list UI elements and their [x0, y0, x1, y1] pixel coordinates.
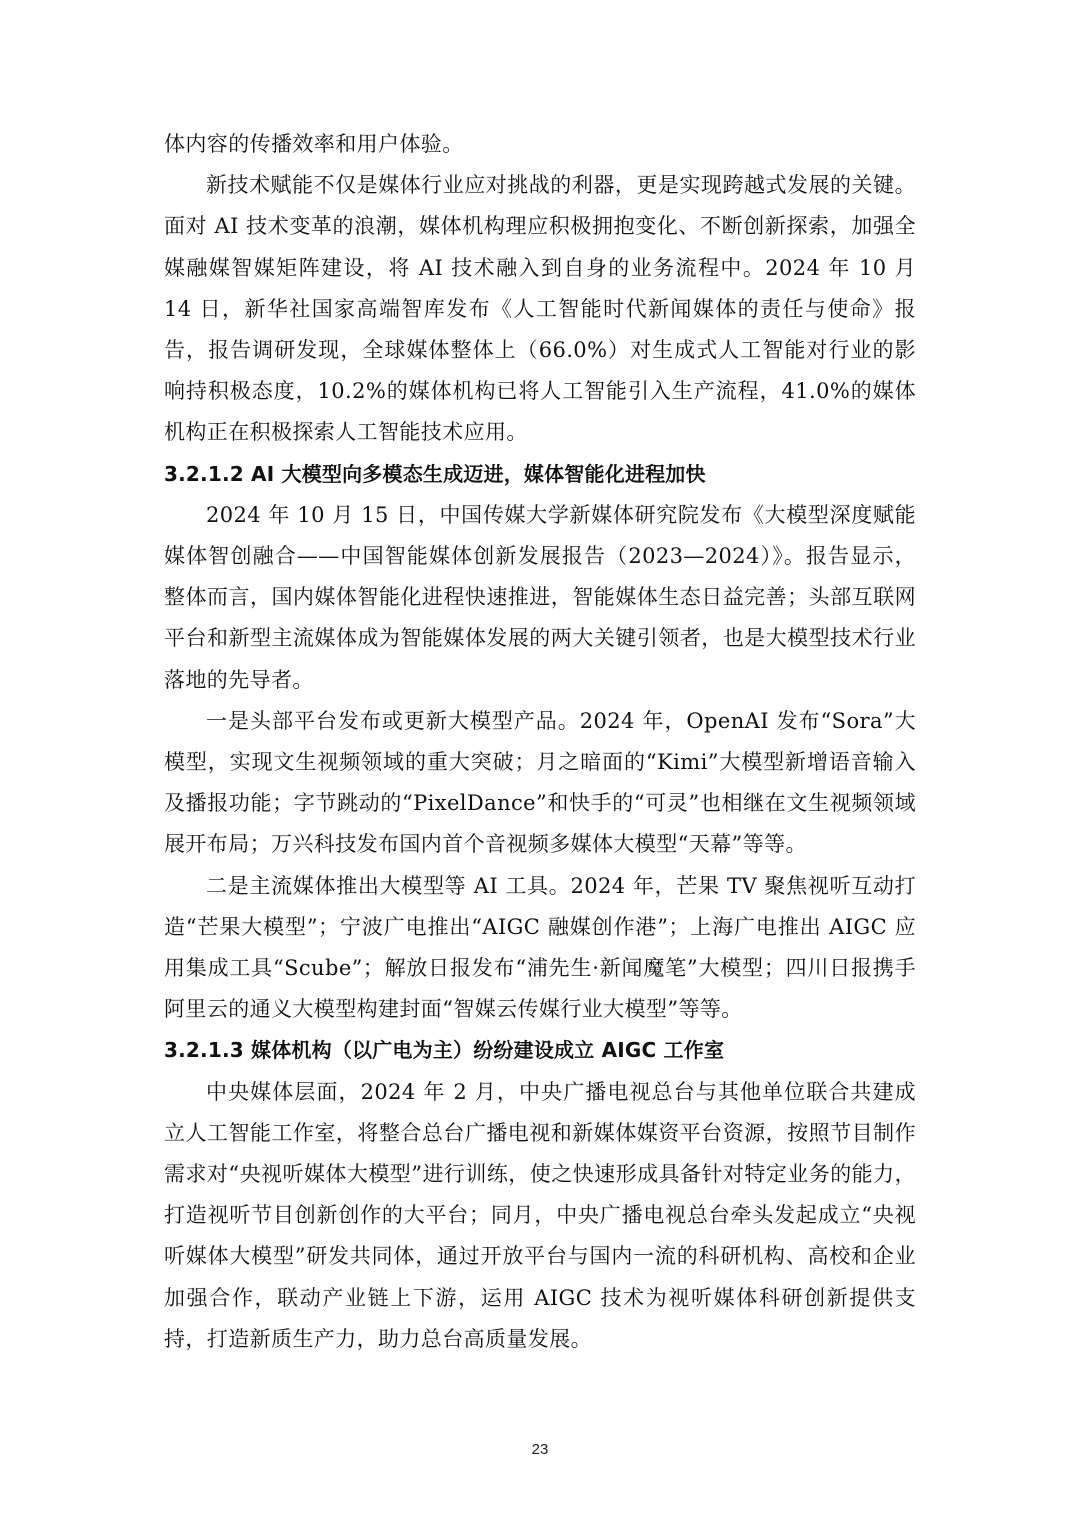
paragraph-central-media: 中央媒体层面，2024 年 2 月，中央广播电视总台与其他单位联合共建成立人工智能工作室，将整合总台广播电视和新媒体媒资平台资源，按照节目制作需求对“央视听媒体大模型”进行训练，使之快速形成具备针对特定业务的能力，打造视听节目创新创作的大平台；同月，中央广播电视总台牵头发起成立“央视听媒体大模型”研发共同体，通过开放平台与国内一流的科研机构、高校和企业加强合作，联动产业链上下游，运用 AIGC 技术为视听媒体科研创新提供支持，打造新质生产力，助力总台高质量发展。 [164, 1079, 916, 1351]
page-number: 23 [531, 1441, 549, 1458]
paragraph-cuc-report: 2024 年 10 月 15 日，中国传媒大学新媒体研究院发布《大模型深度赋能媒体智创融合——中国智能媒体创新发展报告（2023—2024）》。报告显示，整体而言，国内媒体智能化进程快速推进，智能媒体生态日益完善；头部互联网平台和新型主流媒体成为智能媒体发展的两大关键引领者，也是大模型技术行业落地的先导者。 [164, 502, 916, 692]
paragraph-continuation: 体内容的传播效率和用户体验。 [164, 132, 464, 156]
paragraph-platform-models: 一是头部平台发布或更新大模型产品。2024 年，OpenAI 发布“Sora”大模型，实现文生视频领域的重大突破；月之暗面的“Kimi”大模型新增语音输入及播报功能；字节跳动的“PixelDance”和快手的“可灵”也相继在文生视频领域展开布局；万兴科技发布国内首个音视频多媒体大模型“天幕”等等。 [164, 708, 916, 857]
section-heading-3-2-1-2: 3.2.1.2 AI 大模型向多模态生成迈进，媒体智能化进程加快 [164, 461, 706, 486]
section-heading-3-2-1-3: 3.2.1.3 媒体机构（以广电为主）纷纷建设成立 AIGC 工作室 [164, 1038, 725, 1063]
page-body [164, 124, 916, 1360]
paragraph-tech-empowerment: 新技术赋能不仅是媒体行业应对挑战的利器，更是实现跨越式发展的关键。面对 AI 技术变革的浪潮，媒体机构理应积极拥抱变化、不断创新探索，加强全媒融媒智媒矩阵建设，将 AI 技术融入到自身的业务流程中。2024 年 10 月 14 日，新华社国家高端智库发布《人工智能时代新闻媒体的责任与使命》报告，报告调研发现，全球媒体整体上（66.0%）对生成式人工智能对行业的影响持积极态度，10.2%的媒体机构已将人工智能引入生产流程，41.0%的媒体机构正在积极探索人工智能技术应用。 [164, 173, 916, 445]
paragraph-mainstream-media-tools: 二是主流媒体推出大模型等 AI 工具。2024 年，芒果 TV 聚焦视听互动打造“芒果大模型”；宁波广电推出“AIGC 融媒创作港”；上海广电推出 AIGC 应用集成工具“Scube”；解放日报发布“浦先生·新闻魔笔”大模型；四川日报携手阿里云的通义大模型构建封面“智媒云传媒行业大模型”等等。 [164, 873, 916, 1022]
